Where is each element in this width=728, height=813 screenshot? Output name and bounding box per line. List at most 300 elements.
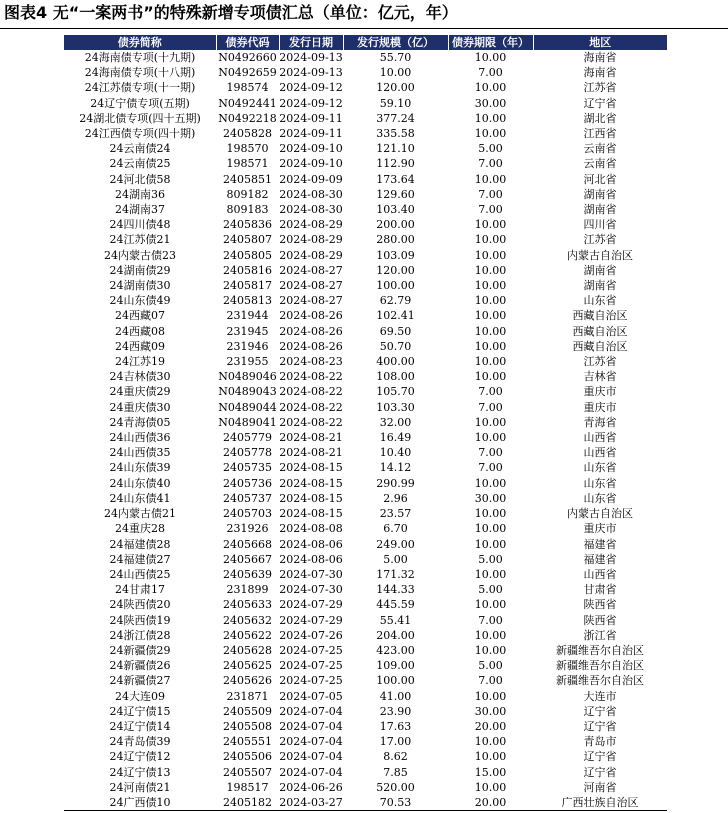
cell-bond-name: 24河南债21 bbox=[109, 780, 171, 794]
cell-bond-code: 2405816 bbox=[223, 263, 272, 277]
cell-issue-date: 2024-07-29 bbox=[279, 598, 343, 612]
cell-issue-size: 8.62 bbox=[383, 750, 408, 764]
cell-issue-date: 2024-07-05 bbox=[279, 689, 343, 703]
cell-term: 10.00 bbox=[474, 279, 507, 293]
cell-region: 四川省 bbox=[583, 218, 617, 232]
cell-term: 10.00 bbox=[474, 507, 507, 521]
cell-term: 10.00 bbox=[474, 537, 507, 551]
cell-term: 10.00 bbox=[474, 309, 507, 323]
cell-issue-size: 55.70 bbox=[379, 51, 412, 64]
cell-issue-date: 2024-08-15 bbox=[279, 491, 343, 505]
cell-issue-size: 103.09 bbox=[376, 248, 415, 262]
cell-term: 10.00 bbox=[474, 127, 507, 141]
cell-issue-date: 2024-09-10 bbox=[279, 142, 343, 156]
cell-bond-code: 2405633 bbox=[223, 598, 272, 612]
cell-region: 山东省 bbox=[583, 476, 617, 490]
cell-bond-code: 231955 bbox=[226, 355, 269, 369]
cell-issue-date: 2024-08-26 bbox=[279, 324, 343, 338]
cell-bond-code: 2405807 bbox=[223, 233, 272, 247]
cell-region: 山东省 bbox=[583, 461, 617, 475]
cell-bond-code: N0492659 bbox=[218, 66, 277, 80]
cell-bond-code: 231871 bbox=[226, 689, 269, 703]
cell-issue-size: 69.50 bbox=[379, 324, 412, 338]
cell-term: 10.00 bbox=[474, 689, 507, 703]
table-row bbox=[64, 445, 667, 460]
table-row bbox=[64, 719, 667, 734]
cell-region: 山东省 bbox=[583, 294, 617, 308]
cell-region: 江苏省 bbox=[583, 233, 617, 247]
cell-issue-size: 10.00 bbox=[379, 66, 412, 80]
cell-region: 云南省 bbox=[583, 157, 617, 171]
cell-region: 西藏自治区 bbox=[572, 324, 628, 338]
cell-issue-date: 2024-09-13 bbox=[279, 66, 343, 80]
cell-issue-size: 173.64 bbox=[376, 172, 415, 186]
cell-bond-code: N0489041 bbox=[218, 415, 277, 429]
cell-bond-code: 2405509 bbox=[223, 704, 272, 718]
cell-term: 5.00 bbox=[478, 583, 503, 597]
table-row bbox=[64, 278, 667, 293]
special-bond-table bbox=[64, 35, 667, 811]
table-row bbox=[64, 521, 667, 536]
cell-issue-size: 445.59 bbox=[376, 598, 415, 612]
table-row bbox=[64, 552, 667, 567]
cell-issue-size: 5.00 bbox=[383, 552, 408, 566]
cell-issue-date: 2024-08-06 bbox=[279, 552, 343, 566]
cell-term: 30.00 bbox=[474, 704, 507, 718]
cell-bond-name: 24山西债25 bbox=[109, 567, 171, 581]
cell-term: 10.00 bbox=[474, 780, 507, 794]
cell-term: 30.00 bbox=[474, 96, 507, 110]
cell-term: 10.00 bbox=[474, 111, 507, 125]
cell-issue-date: 2024-09-10 bbox=[279, 157, 343, 171]
cell-bond-code: N0492218 bbox=[218, 111, 277, 125]
table-row bbox=[64, 628, 667, 643]
cell-region: 新疆维吾尔自治区 bbox=[556, 643, 644, 657]
cell-bond-name: 24甘肃17 bbox=[115, 583, 165, 597]
cell-region: 陕西省 bbox=[583, 613, 617, 627]
cell-term: 20.00 bbox=[474, 719, 507, 733]
cell-issue-date: 2024-08-15 bbox=[279, 507, 343, 521]
cell-issue-date: 2024-07-25 bbox=[279, 659, 343, 673]
cell-issue-date: 2024-03-27 bbox=[279, 795, 343, 809]
cell-issue-size: 32.00 bbox=[379, 415, 412, 429]
figure-title: 图表4 无“一案两书”的特殊新增专项债汇总（单位：亿元，年） bbox=[4, 3, 458, 22]
cell-bond-code: 2405508 bbox=[223, 719, 272, 733]
cell-region: 河南省 bbox=[583, 780, 617, 794]
cell-issue-date: 2024-08-21 bbox=[279, 446, 343, 460]
cell-bond-code: 2405805 bbox=[223, 248, 272, 262]
cell-region: 重庆市 bbox=[583, 400, 617, 414]
table-row bbox=[64, 50, 667, 65]
cell-region: 湖南省 bbox=[583, 187, 617, 201]
cell-region: 西藏自治区 bbox=[572, 339, 628, 353]
cell-region: 湖北省 bbox=[583, 111, 617, 125]
cell-region: 浙江省 bbox=[583, 628, 617, 642]
cell-bond-name: 24浙江债28 bbox=[109, 628, 171, 642]
table-row bbox=[64, 582, 667, 597]
cell-issue-size: 335.58 bbox=[376, 127, 415, 141]
table-row bbox=[64, 232, 667, 247]
cell-term: 10.00 bbox=[474, 735, 507, 749]
table-row bbox=[64, 217, 667, 232]
cell-issue-size: 103.40 bbox=[376, 203, 415, 217]
header-region: 地区 bbox=[533, 35, 667, 50]
cell-term: 10.00 bbox=[474, 750, 507, 764]
table-body bbox=[64, 50, 667, 811]
header-issue-size: 发行规模（亿） bbox=[343, 35, 448, 50]
cell-term: 7.00 bbox=[478, 461, 503, 475]
cell-issue-date: 2024-08-30 bbox=[279, 187, 343, 201]
cell-bond-name: 24西藏08 bbox=[115, 324, 165, 338]
cell-bond-code: 231926 bbox=[226, 522, 269, 536]
cell-term: 10.00 bbox=[474, 415, 507, 429]
table-row bbox=[64, 567, 667, 582]
cell-bond-name: 24新疆债29 bbox=[109, 643, 171, 657]
cell-bond-name: 24西藏09 bbox=[115, 339, 165, 353]
cell-bond-name: 24湖南36 bbox=[115, 187, 165, 201]
cell-issue-size: 400.00 bbox=[376, 355, 415, 369]
cell-bond-name: 24大连09 bbox=[115, 689, 165, 703]
cell-bond-name: 24辽宁债13 bbox=[109, 765, 171, 779]
cell-bond-code: 2405778 bbox=[223, 446, 272, 460]
cell-issue-size: 59.10 bbox=[379, 96, 412, 110]
cell-bond-name: 24陕西债20 bbox=[109, 598, 171, 612]
cell-region: 湖南省 bbox=[583, 203, 617, 217]
cell-issue-size: 17.63 bbox=[379, 719, 412, 733]
cell-term: 7.00 bbox=[478, 446, 503, 460]
cell-region: 新疆维吾尔自治区 bbox=[556, 674, 644, 688]
cell-bond-name: 24河北债58 bbox=[109, 172, 171, 186]
cell-issue-size: 120.00 bbox=[376, 81, 415, 95]
cell-region: 山西省 bbox=[583, 431, 617, 445]
table-row bbox=[64, 780, 667, 795]
table-row bbox=[64, 202, 667, 217]
cell-issue-date: 2024-07-26 bbox=[279, 628, 343, 642]
cell-issue-size: 112.90 bbox=[376, 157, 415, 171]
table-row bbox=[64, 506, 667, 521]
cell-issue-date: 2024-08-06 bbox=[279, 537, 343, 551]
cell-bond-code: N0489046 bbox=[218, 370, 277, 384]
cell-bond-name: 24广西债10 bbox=[64, 795, 216, 811]
cell-issue-size: 14.12 bbox=[379, 461, 412, 475]
table-row bbox=[64, 187, 667, 202]
cell-issue-date: 2024-08-22 bbox=[279, 370, 343, 384]
cell-bond-code: 198571 bbox=[226, 157, 269, 171]
cell-bond-name: 24重庆债30 bbox=[109, 400, 171, 414]
cell-term: 10.00 bbox=[474, 248, 507, 262]
cell-region: 福建省 bbox=[583, 552, 617, 566]
cell-bond-name: 24江苏债专项(十一期) bbox=[84, 81, 196, 95]
cell-bond-code: 2405667 bbox=[223, 552, 272, 566]
cell-bond-name: 24内蒙古债23 bbox=[104, 248, 176, 262]
cell-term: 7.00 bbox=[478, 187, 503, 201]
cell-issue-date: 2024-07-04 bbox=[279, 750, 343, 764]
table-row bbox=[64, 597, 667, 612]
table-row bbox=[64, 673, 667, 688]
cell-issue-date: 2024-08-21 bbox=[279, 431, 343, 445]
cell-issue-size: 290.99 bbox=[376, 476, 415, 490]
cell-term: 30.00 bbox=[474, 491, 507, 505]
cell-bond-name: 24西藏07 bbox=[115, 309, 165, 323]
cell-issue-size: 121.10 bbox=[376, 142, 415, 156]
cell-term: 10.00 bbox=[474, 355, 507, 369]
cell-bond-code: 2405551 bbox=[223, 735, 272, 749]
cell-bond-name: 24辽宁债15 bbox=[109, 704, 171, 718]
table-row bbox=[64, 430, 667, 445]
cell-term: 10.00 bbox=[474, 263, 507, 277]
cell-region: 山西省 bbox=[583, 446, 617, 460]
cell-bond-code: 231944 bbox=[226, 309, 269, 323]
cell-issue-date: 2024-08-29 bbox=[279, 233, 343, 247]
table-row bbox=[64, 643, 667, 658]
cell-region: 辽宁省 bbox=[583, 719, 617, 733]
cell-term: 5.00 bbox=[478, 142, 503, 156]
cell-bond-name: 24云南债24 bbox=[109, 142, 171, 156]
cell-region: 陕西省 bbox=[583, 598, 617, 612]
cell-bond-code: 2405736 bbox=[223, 476, 272, 490]
cell-issue-date: 2024-07-29 bbox=[279, 613, 343, 627]
cell-bond-name: 24云南债25 bbox=[109, 157, 171, 171]
cell-bond-code: 2405625 bbox=[223, 659, 272, 673]
cell-bond-code: 231899 bbox=[226, 583, 269, 597]
cell-term: 7.00 bbox=[478, 400, 503, 414]
table-row bbox=[64, 96, 667, 111]
cell-issue-size: 109.00 bbox=[376, 659, 415, 673]
table-row bbox=[64, 293, 667, 308]
cell-issue-date: 2024-08-29 bbox=[279, 218, 343, 232]
cell-bond-code: 2405779 bbox=[223, 431, 272, 445]
cell-region: 辽宁省 bbox=[583, 704, 617, 718]
cell-issue-size: 10.40 bbox=[379, 446, 412, 460]
cell-issue-date: 2024-09-11 bbox=[279, 111, 343, 125]
cell-bond-code: N0492660 bbox=[218, 51, 277, 64]
table-row bbox=[64, 65, 667, 80]
cell-region: 重庆市 bbox=[583, 522, 617, 536]
cell-bond-name: 24山西债36 bbox=[109, 431, 171, 445]
cell-bond-name: 24海南债专项(十八期) bbox=[84, 66, 196, 80]
table-row bbox=[64, 384, 667, 399]
cell-issue-size: 55.41 bbox=[379, 613, 412, 627]
cell-issue-size: 144.33 bbox=[376, 583, 415, 597]
cell-bond-name: 24湖北债专项(四十五期) bbox=[79, 111, 201, 125]
cell-term: 10.00 bbox=[474, 476, 507, 490]
cell-term: 10.00 bbox=[474, 643, 507, 657]
cell-bond-name: 24山西债35 bbox=[109, 446, 171, 460]
table-row bbox=[64, 354, 667, 369]
table-row bbox=[64, 491, 667, 506]
cell-issue-date: 2024-07-04 bbox=[279, 704, 343, 718]
cell-issue-date: 2024-09-11 bbox=[279, 127, 343, 141]
cell-region: 湖南省 bbox=[583, 279, 617, 293]
cell-region: 辽宁省 bbox=[583, 96, 617, 110]
cell-term: 10.00 bbox=[474, 294, 507, 308]
cell-issue-date: 2024-07-25 bbox=[279, 674, 343, 688]
cell-issue-date: 2024-08-26 bbox=[279, 339, 343, 353]
cell-bond-name: 24江苏债21 bbox=[109, 233, 171, 247]
cell-issue-date: 2024-08-15 bbox=[279, 461, 343, 475]
cell-bond-name: 24内蒙古债21 bbox=[104, 507, 176, 521]
cell-bond-name: 24新疆债26 bbox=[109, 659, 171, 673]
cell-bond-code: 2405735 bbox=[223, 461, 272, 475]
cell-term: 7.00 bbox=[478, 66, 503, 80]
cell-bond-name: 24福建债28 bbox=[109, 537, 171, 551]
cell-region: 海南省 bbox=[583, 51, 617, 64]
table-row bbox=[64, 339, 667, 354]
cell-issue-date: 2024-08-08 bbox=[279, 522, 343, 536]
title-underline bbox=[0, 28, 728, 29]
cell-issue-size: 100.00 bbox=[376, 674, 415, 688]
cell-issue-size: 17.00 bbox=[379, 735, 412, 749]
cell-issue-date: 2024-09-09 bbox=[279, 172, 343, 186]
cell-term: 10.00 bbox=[474, 431, 507, 445]
cell-bond-code: 2405668 bbox=[223, 537, 272, 551]
table-row bbox=[64, 537, 667, 552]
table-row bbox=[64, 308, 667, 323]
cell-issue-date: 2024-08-30 bbox=[279, 203, 343, 217]
cell-bond-code: 2405703 bbox=[223, 507, 272, 521]
cell-issue-date: 2024-08-23 bbox=[279, 355, 343, 369]
cell-term: 10.00 bbox=[474, 522, 507, 536]
table-row bbox=[64, 263, 667, 278]
cell-issue-date: 2024-08-27 bbox=[279, 279, 343, 293]
cell-issue-size: 7.85 bbox=[383, 765, 408, 779]
cell-term: 10.00 bbox=[474, 598, 507, 612]
cell-bond-code: 2405507 bbox=[223, 765, 272, 779]
cell-region: 云南省 bbox=[583, 142, 617, 156]
cell-region: 重庆市 bbox=[583, 385, 617, 399]
table-row bbox=[64, 415, 667, 430]
cell-region: 辽宁省 bbox=[583, 750, 617, 764]
cell-issue-date: 2024-09-13 bbox=[279, 51, 343, 64]
cell-issue-size: 120.00 bbox=[376, 263, 415, 277]
cell-bond-code: N0492441 bbox=[218, 96, 277, 110]
cell-bond-code: N0489044 bbox=[218, 400, 277, 414]
cell-issue-date: 2024-07-30 bbox=[279, 583, 343, 597]
table-row bbox=[64, 248, 667, 263]
cell-issue-date: 2024-07-04 bbox=[279, 735, 343, 749]
table-row bbox=[64, 111, 667, 126]
cell-issue-date: 2024-07-30 bbox=[279, 567, 343, 581]
table-row bbox=[64, 658, 667, 673]
cell-issue-size: 423.00 bbox=[376, 643, 415, 657]
header-bond-name: 债券简称 bbox=[64, 35, 216, 50]
cell-bond-code: 198517 bbox=[226, 780, 269, 794]
cell-issue-date: 2024-08-27 bbox=[279, 294, 343, 308]
cell-region: 内蒙古自治区 bbox=[567, 248, 633, 262]
cell-issue-date: 2024-08-22 bbox=[279, 415, 343, 429]
cell-bond-code: N0489043 bbox=[218, 385, 277, 399]
cell-bond-name: 24陕西债19 bbox=[109, 613, 171, 627]
cell-region: 大连市 bbox=[583, 689, 617, 703]
cell-bond-name: 24辽宁债专项(五期) bbox=[90, 96, 190, 110]
cell-issue-size: 520.00 bbox=[376, 780, 415, 794]
cell-issue-date: 2024-08-22 bbox=[279, 400, 343, 414]
cell-issue-size: 6.70 bbox=[383, 522, 408, 536]
cell-issue-size: 204.00 bbox=[376, 628, 415, 642]
cell-region: 青海省 bbox=[583, 415, 617, 429]
cell-region: 内蒙古自治区 bbox=[567, 507, 633, 521]
cell-term: 7.00 bbox=[478, 613, 503, 627]
cell-bond-name: 24辽宁债12 bbox=[109, 750, 171, 764]
cell-region: 江苏省 bbox=[583, 355, 617, 369]
cell-term: 10.00 bbox=[474, 233, 507, 247]
cell-issue-date: 2024-08-22 bbox=[279, 385, 343, 399]
cell-region: 吉林省 bbox=[583, 370, 617, 384]
cell-issue-size: 16.49 bbox=[379, 431, 412, 445]
table-row bbox=[64, 749, 667, 764]
header-term: 债券期限（年） bbox=[448, 35, 533, 50]
cell-issue-date: 2024-08-29 bbox=[279, 248, 343, 262]
cell-bond-code: 2405813 bbox=[223, 294, 272, 308]
cell-region: 江苏省 bbox=[583, 81, 617, 95]
cell-issue-size: 105.70 bbox=[376, 385, 415, 399]
cell-region: 甘肃省 bbox=[583, 583, 617, 597]
cell-bond-name: 24四川债48 bbox=[109, 218, 171, 232]
cell-issue-size: 50.70 bbox=[379, 339, 412, 353]
cell-bond-code: 2405828 bbox=[223, 127, 272, 141]
cell-issue-date: 2024-07-04 bbox=[279, 765, 343, 779]
cell-region: 广西壮族自治区 bbox=[533, 795, 667, 811]
cell-bond-name: 24山东债39 bbox=[109, 461, 171, 475]
table-row bbox=[64, 400, 667, 415]
cell-bond-name: 24山东债49 bbox=[109, 294, 171, 308]
cell-bond-name: 24海南债专项(十九期) bbox=[84, 51, 196, 64]
table-row bbox=[64, 80, 667, 95]
cell-issue-size: 249.00 bbox=[376, 537, 415, 551]
cell-region: 江西省 bbox=[583, 127, 617, 141]
cell-term: 10.00 bbox=[474, 339, 507, 353]
cell-term: 7.00 bbox=[478, 157, 503, 171]
cell-issue-size: 102.41 bbox=[376, 309, 415, 323]
cell-bond-code: 2405851 bbox=[223, 172, 272, 186]
table-row bbox=[64, 689, 667, 704]
cell-region: 西藏自治区 bbox=[572, 309, 628, 323]
cell-issue-size: 23.90 bbox=[379, 704, 412, 718]
cell-term: 7.00 bbox=[478, 385, 503, 399]
cell-bond-name: 24新疆债27 bbox=[109, 674, 171, 688]
cell-bond-name: 24福建债27 bbox=[109, 552, 171, 566]
cell-bond-code: 809183 bbox=[226, 203, 269, 217]
cell-issue-size: 23.57 bbox=[379, 507, 412, 521]
cell-bond-code: 2405182 bbox=[216, 795, 279, 811]
table-row bbox=[64, 734, 667, 749]
cell-bond-name: 24青岛债39 bbox=[109, 735, 171, 749]
cell-term: 15.00 bbox=[474, 765, 507, 779]
cell-bond-name: 24重庆债29 bbox=[109, 385, 171, 399]
table-row bbox=[64, 765, 667, 780]
cell-bond-name: 24湖南债30 bbox=[109, 279, 171, 293]
cell-bond-name: 24吉林债30 bbox=[109, 370, 171, 384]
table-header-row bbox=[64, 35, 667, 50]
cell-term: 5.00 bbox=[478, 659, 503, 673]
header-issue-date: 发行日期 bbox=[279, 35, 343, 50]
cell-bond-code: 2405628 bbox=[223, 643, 272, 657]
table-row bbox=[64, 324, 667, 339]
cell-term: 7.00 bbox=[478, 203, 503, 217]
cell-issue-date: 2024-07-04 bbox=[279, 719, 343, 733]
cell-bond-code: 809182 bbox=[226, 187, 269, 201]
table-row bbox=[64, 369, 667, 384]
cell-term: 20.00 bbox=[448, 795, 533, 811]
cell-bond-code: 231945 bbox=[226, 324, 269, 338]
cell-bond-code: 2405626 bbox=[223, 674, 272, 688]
table-row bbox=[64, 613, 667, 628]
cell-term: 10.00 bbox=[474, 51, 507, 64]
cell-issue-date: 2024-08-27 bbox=[279, 263, 343, 277]
cell-bond-name: 24重庆28 bbox=[115, 522, 165, 536]
cell-bond-name: 24辽宁债14 bbox=[109, 719, 171, 733]
cell-issue-size: 377.24 bbox=[376, 111, 415, 125]
